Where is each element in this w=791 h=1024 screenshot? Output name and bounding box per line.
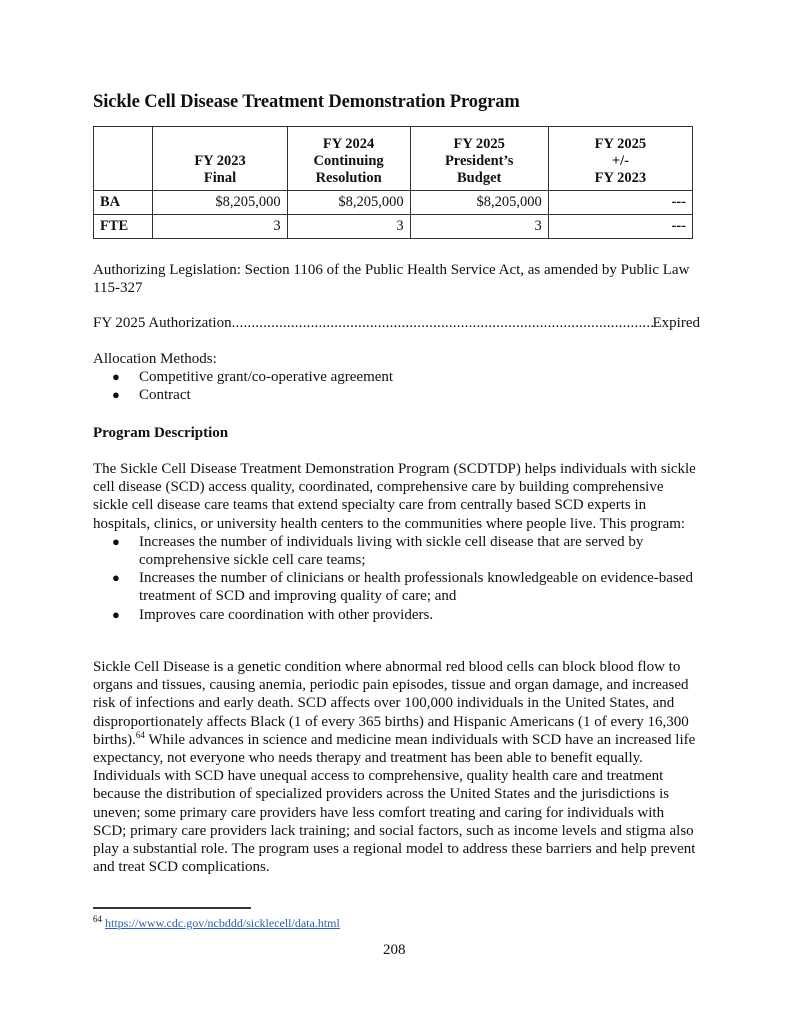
header-fy2025-vs-fy2023: FY 2025 +/- FY 2023 [548,127,692,191]
row-label: FTE [94,215,153,239]
bullet-icon: ● [112,606,120,622]
cell-value: $8,205,000 [287,191,410,215]
allocation-methods-label: Allocation Methods: [93,351,217,367]
footnote [93,916,340,931]
footnote-number: 64 [93,914,102,924]
list-item: ● Increases the number of clinicians or health professionals knowledgeable on evidence-based treatment of SCD and improving quality of care; and [112,570,693,605]
header-empty [94,127,153,191]
bullet-icon: ● [112,533,120,549]
bullet-icon: ● [112,570,120,586]
cell-value: $8,205,000 [410,191,548,215]
authorizing-legislation: Authorizing Legislation: Section 1106 of the Public Health Service Act, as amended by Public Law 115-327 [93,262,690,297]
list-item: ● Increases the number of individuals living with sickle cell disease that are served by comprehensive sickle cell care teams; [112,533,644,569]
authorization-label: FY 2025 Authorization [93,315,232,331]
allocation-methods-list [93,368,700,404]
cell-value: 3 [287,215,410,239]
budget-table [93,126,693,239]
cell-value: 3 [410,215,548,239]
cell-value: 3 [153,215,287,239]
list-item: ● Improves care coordination with other providers. [112,606,434,623]
disease-paragraph: Sickle Cell Disease is a genetic condition where abnormal red blood cells can block blood flow to organs and tissues, causing anemia, periodic pain episodes, tissue and organ damage, and increased risk of infections and early death. SCD affects over 100,000 individuals in the United States, and disproportionately affects Black (1 of every 365 births) and Hispanic Americans (1 of every 16,300 births).$^{64}$ While advances in science and medicine mean individuals with SCD have an increased life expectancy, not everyone who needs therapy and treatment has been able to benefit equally. Individuals with SCD have unequal access to comprehensive, quality health care and treatment because the distribution of specialized providers across the United States and the jurisdictions is uneven; some primary care providers have less comfort treating and caring for individuals with SCD; primary care providers lack training; and social factors, such as income levels and stigma also play a substantial role. The program uses a regional model to address these barriers and help prevent and treat SCD complications. [93,659,696,876]
dot-leader [232,314,653,332]
list-item: ● Competitive grant/co-operative agreement [112,369,394,386]
cell-value: --- [548,215,692,239]
page-title: Sickle Cell Disease Treatment Demonstration Program [93,92,520,112]
section-heading: Program Description [93,425,229,441]
table-row-ba [94,191,693,215]
row-label: BA [94,191,153,215]
cell-value: $8,205,000 [153,191,287,215]
intro-paragraph: The Sickle Cell Disease Treatment Demonstration Program (SCDTDP) helps individuals with sickle cell disease (SCD) access quality, coordinated, comprehensive care by building comprehensive sickle cell disease care teams that extend specialty care from centrally based SCD experts in hospitals, clinics, or university health centers to the communities where people live. This program: [93,461,696,532]
cell-value: --- [548,191,692,215]
bullet-icon: ● [112,387,120,403]
list-item: ● Contract [112,387,191,404]
footnote-link[interactable]: https://www.cdc.gov/ncbddd/sicklecell/data.html [105,916,340,930]
page-number: 208 [383,942,406,958]
program-goals-list [93,533,700,624]
header-fy2025-pb: FY 2025 President’s Budget [410,127,548,191]
header-fy2024-cr: FY 2024 Continuing Resolution [287,127,410,191]
table-row-fte [94,215,693,239]
footnote-divider [93,907,251,909]
bullet-icon: ● [112,369,120,385]
header-fy2023-final: FY 2023 Final [153,127,287,191]
authorization-line [93,314,700,332]
allocation-methods [93,350,700,405]
table-header-row [94,127,693,191]
footnote-ref[interactable]: 64 [135,729,145,740]
authorization-value: Expired [652,315,700,331]
program-description [93,460,700,624]
